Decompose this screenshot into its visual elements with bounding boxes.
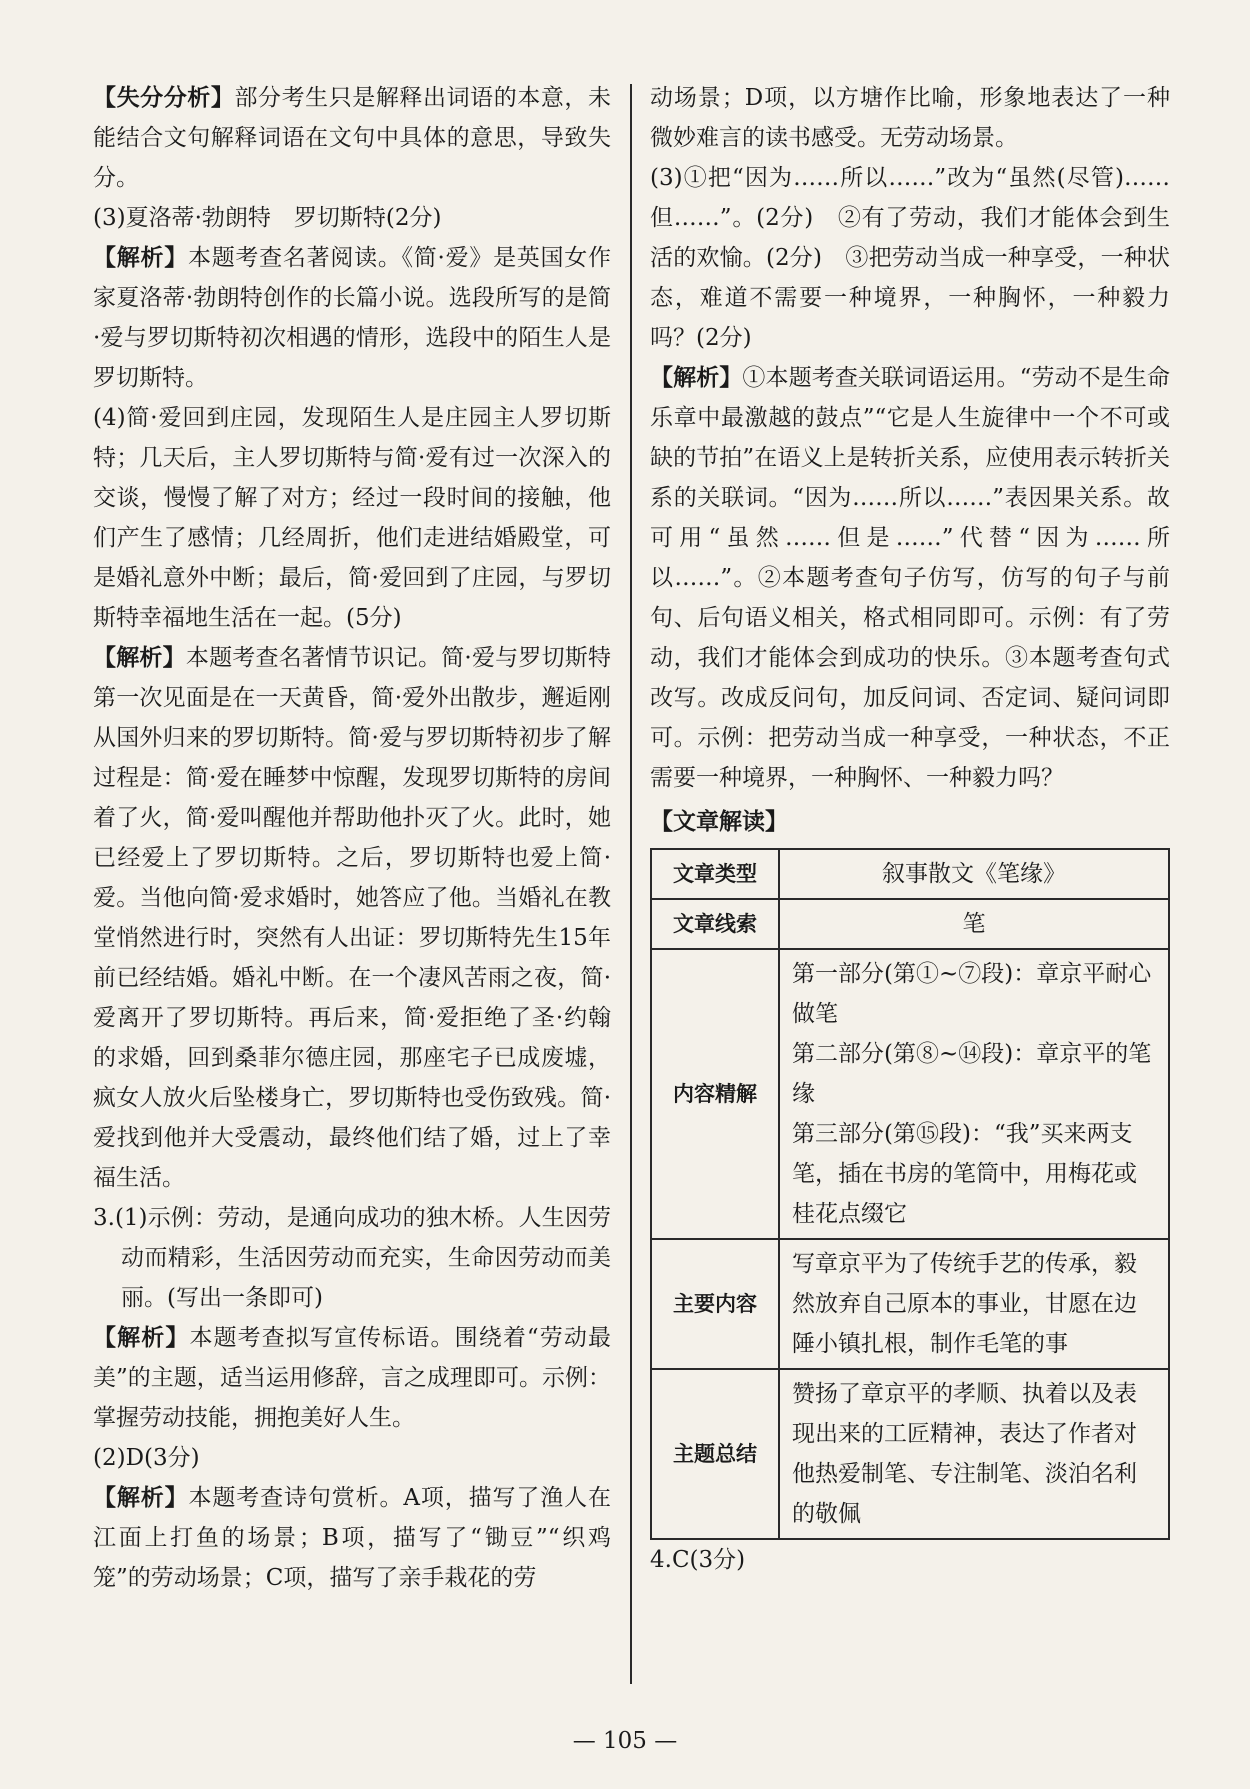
- table-row-label: 内容精解: [651, 949, 779, 1239]
- analysis-paragraph: [93, 638, 611, 1198]
- analysis-text: 本题考查诗句赏析。A项，描写了渔人在江面上打鱼的场景；B项，描写了“锄豆”“织鸡笼”的劳动场景；C项，描写了亲手栽花的劳: [93, 1485, 611, 1591]
- table-row-label: 文章线索: [651, 899, 779, 949]
- right-column: [650, 78, 1170, 1580]
- answer-2-3: (3)夏洛蒂·勃朗特 罗切斯特(2分): [93, 205, 442, 231]
- answer-4: 4.C(3分): [650, 1547, 746, 1573]
- analysis-tag: 【解析】: [650, 365, 743, 391]
- table-row-value: [779, 949, 1169, 1239]
- answer-3-2-continued: 动场景；D项，以方塘作比喻，形象地表达了一种微妙难言的读书感受。无劳动场景。: [650, 85, 1170, 151]
- article-reading-title: 【文章解读】: [650, 809, 788, 835]
- analysis-tag: 【解析】: [93, 1325, 190, 1351]
- error-analysis-tag: 【失分分析】: [93, 85, 235, 111]
- table-row-label: 主要内容: [651, 1239, 779, 1369]
- analysis-tag: 【解析】: [93, 645, 186, 671]
- analysis-paragraph: [93, 238, 611, 398]
- analysis-paragraph: [93, 1478, 611, 1598]
- answer-2-4: (4)简·爱回到庄园，发现陌生人是庄园主人罗切斯特；几天后，主人罗切斯特与简·爱有过一次深入的交谈，慢慢了解了对方；经过一段时间的接触，他们产生了感情；几经周折，他们走进结婚殿堂，可是婚礼意外中断；最后，简·爱回到了庄园，与罗切斯特幸福地生活在一起。(5分): [93, 405, 611, 631]
- content-part-2: 第二部分(第⑧~⑭段)：章京平的笔缘: [792, 1041, 1152, 1107]
- analysis-paragraph: [93, 1318, 611, 1438]
- table-row-value: 赞扬了章京平的孝顺、执着以及表现出来的工匠精神，表达了作者对他热爱制笔、专注制笔、淡泊名利的敬佩: [779, 1369, 1169, 1539]
- left-column: [93, 78, 611, 1598]
- table-row: [651, 1239, 1169, 1369]
- error-analysis-text: 部分考生只是解释出词语的本意，未能结合文句解释词语在文句中具体的意思，导致失分。: [93, 85, 612, 191]
- page-number: — 105 —: [572, 1728, 678, 1754]
- answer-3-2: (2)D(3分): [93, 1445, 200, 1471]
- table-row: [651, 949, 1169, 1239]
- analysis-text: 本题考查拟写宣传标语。围绕着“劳动最美”的主题，适当运用修辞，言之成理即可。示例：掌握劳动技能，拥抱美好人生。: [93, 1325, 612, 1431]
- table-row-label: 主题总结: [651, 1369, 779, 1539]
- analysis-tag: 【解析】: [93, 1485, 189, 1511]
- table-row: [651, 1369, 1169, 1539]
- table-row: [651, 849, 1169, 899]
- content-part-1: 第一部分(第①~⑦段)：章京平耐心做笔: [792, 961, 1152, 1027]
- column-divider: [630, 84, 632, 1684]
- table-row-value: 叙事散文《笔缘》: [779, 849, 1169, 899]
- answer-3-1: 3.(1)示例：劳动，是通向成功的独木桥。人生因劳动而精彩，生活因劳动而充实，生命因劳动而美丽。(写出一条即可): [93, 1205, 611, 1311]
- analysis-text: ①本题考查关联词语运用。“劳动不是生命乐章中最激越的鼓点”“它是人生旋律中一个不可或缺的节拍”在语义上是转折关系，应使用表示转折关系的关联词。“因为……所以……”表因果关系。故可用“虽然……但是……”代替“因为……所以……”。②本题考查句子仿写，仿写的句子与前句、后句语义相关，格式相同即可。示例：有了劳动，我们才能体会到成功的快乐。③本题考查句式改写。改成反问句，加反问词、否定词、疑问词即可。示例：把劳动当成一种享受，一种状态，不正需要一种境界，一种胸怀、一种毅力吗？: [650, 365, 1170, 791]
- answer-3-3: (3)①把“因为……所以……”改为“虽然(尽管)……但……”。(2分) ②有了劳动，我们才能体会到生活的欢愉。(2分) ③把劳动当成一种享受，一种状态，难道不需要一种境界，一种胸怀，一种毅力吗？(2分): [650, 165, 1170, 351]
- table-row-value: 笔: [779, 899, 1169, 949]
- analysis-tag: 【解析】: [93, 245, 188, 271]
- analysis-paragraph: [650, 358, 1170, 798]
- table-row: [651, 899, 1169, 949]
- content-part-3: 第三部分(第⑮段)：“我”买来两支笔，插在书房的笔筒中，用梅花或桂花点缀它: [792, 1121, 1137, 1227]
- article-reading-table: [650, 848, 1170, 1540]
- table-row-label: 文章类型: [651, 849, 779, 899]
- analysis-text: 本题考查名著情节识记。简·爱与罗切斯特第一次见面是在一天黄昏，简·爱外出散步，邂逅刚从国外归来的罗切斯特。简·爱与罗切斯特初步了解过程是：简·爱在睡梦中惊醒，发现罗切斯特的房间着了火，简·爱叫醒他并帮助他扑灭了火。此时，她已经爱上了罗切斯特。之后，罗切斯特也爱上简·爱。当他向简·爱求婚时，她答应了他。当婚礼在教堂悄然进行时，突然有人出证：罗切斯特先生15年前已经结婚。婚礼中断。在一个凄风苦雨之夜，简·爱离开了罗切斯特。再后来，简·爱拒绝了圣·约翰的求婚，回到桑菲尔德庄园，那座宅子已成废墟，疯女人放火后坠楼身亡，罗切斯特也受伤致残。简·爱找到他并大受震动，最终他们结了婚，过上了幸福生活。: [93, 645, 612, 1191]
- error-analysis-paragraph: [93, 78, 611, 198]
- table-row-value: 写章京平为了传统手艺的传承，毅然放弃自己原本的事业，甘愿在边陲小镇扎根，制作毛笔的事: [779, 1239, 1169, 1369]
- analysis-text: 本题考查名著阅读。《简·爱》是英国女作家夏洛蒂·勃朗特创作的长篇小说。选段所写的是简·爱与罗切斯特初次相遇的情形，选段中的陌生人是罗切斯特。: [93, 245, 612, 391]
